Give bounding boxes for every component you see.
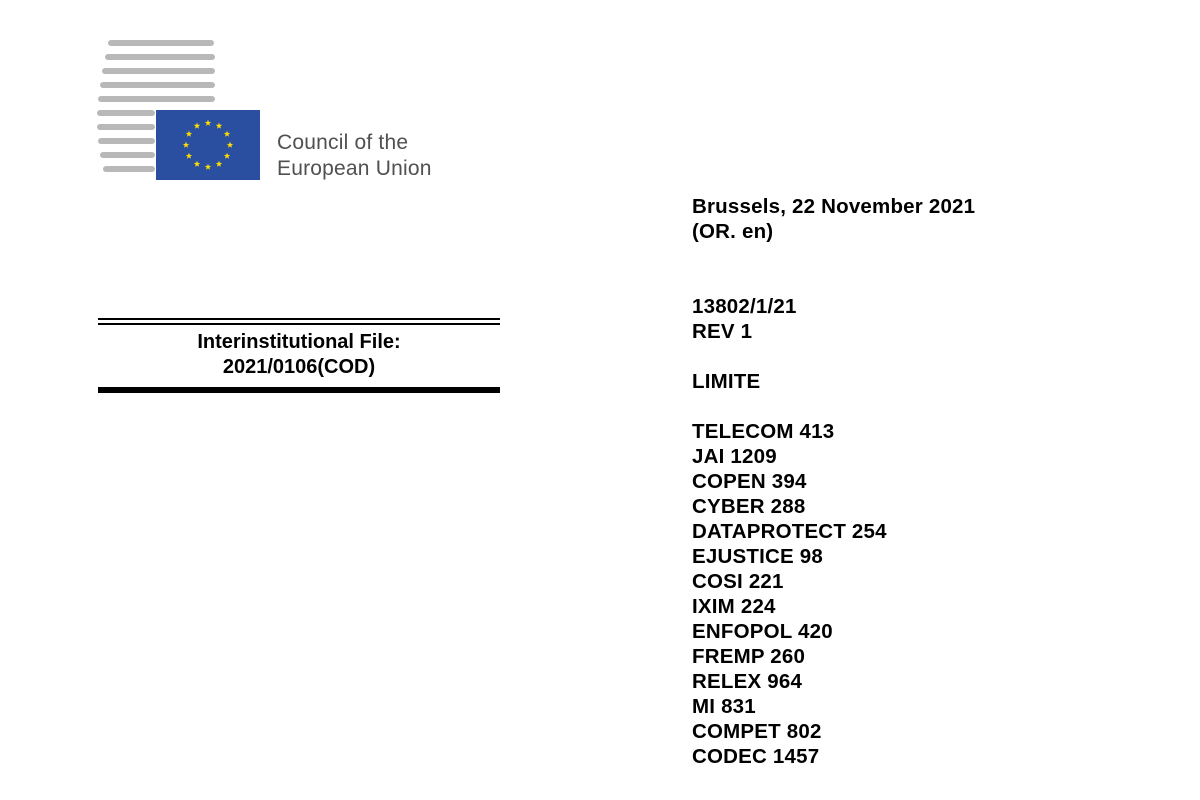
subject-code: DATAPROTECT 254 bbox=[692, 520, 887, 543]
subject-codes-list bbox=[692, 419, 887, 769]
subject-code: ENFOPOL 420 bbox=[692, 620, 833, 643]
divider-top bbox=[98, 318, 500, 320]
subject-code: TELECOM 413 bbox=[692, 420, 835, 443]
subject-code: COMPET 802 bbox=[692, 720, 822, 743]
place-date-block bbox=[692, 194, 975, 244]
subject-code: MI 831 bbox=[692, 695, 756, 718]
organization-name bbox=[277, 130, 432, 182]
organization-name-line2: European Union bbox=[277, 157, 432, 180]
document-reference-block bbox=[692, 294, 797, 344]
subject-code: COSI 221 bbox=[692, 570, 784, 593]
subject-code: CODEC 1457 bbox=[692, 745, 820, 768]
interinstitutional-file-label: Interinstitutional File: bbox=[197, 331, 401, 353]
divider-top-thin bbox=[98, 323, 500, 325]
subject-code: IXIM 224 bbox=[692, 595, 776, 618]
classification-label: LIMITE bbox=[692, 370, 761, 393]
subject-code: RELEX 964 bbox=[692, 670, 803, 693]
revision-label: REV 1 bbox=[692, 320, 753, 343]
subject-code: JAI 1209 bbox=[692, 445, 777, 468]
council-logo bbox=[96, 38, 476, 188]
interinstitutional-file-number: 2021/0106(COD) bbox=[222, 356, 376, 378]
interinstitutional-file-box bbox=[98, 318, 500, 394]
document-number: 13802/1/21 bbox=[692, 295, 797, 318]
interinstitutional-file-text bbox=[98, 330, 500, 380]
original-language: (OR. en) bbox=[692, 220, 774, 243]
subject-code: COPEN 394 bbox=[692, 470, 807, 493]
eu-flag-icon bbox=[156, 110, 260, 180]
place-date: Brussels, 22 November 2021 bbox=[692, 195, 976, 218]
divider-bottom bbox=[98, 387, 500, 393]
subject-code: EJUSTICE 98 bbox=[692, 545, 823, 568]
subject-code: FREMP 260 bbox=[692, 645, 806, 668]
organization-name-line1: Council of the bbox=[277, 131, 409, 154]
classification-block bbox=[692, 369, 760, 394]
subject-code: CYBER 288 bbox=[692, 495, 806, 518]
